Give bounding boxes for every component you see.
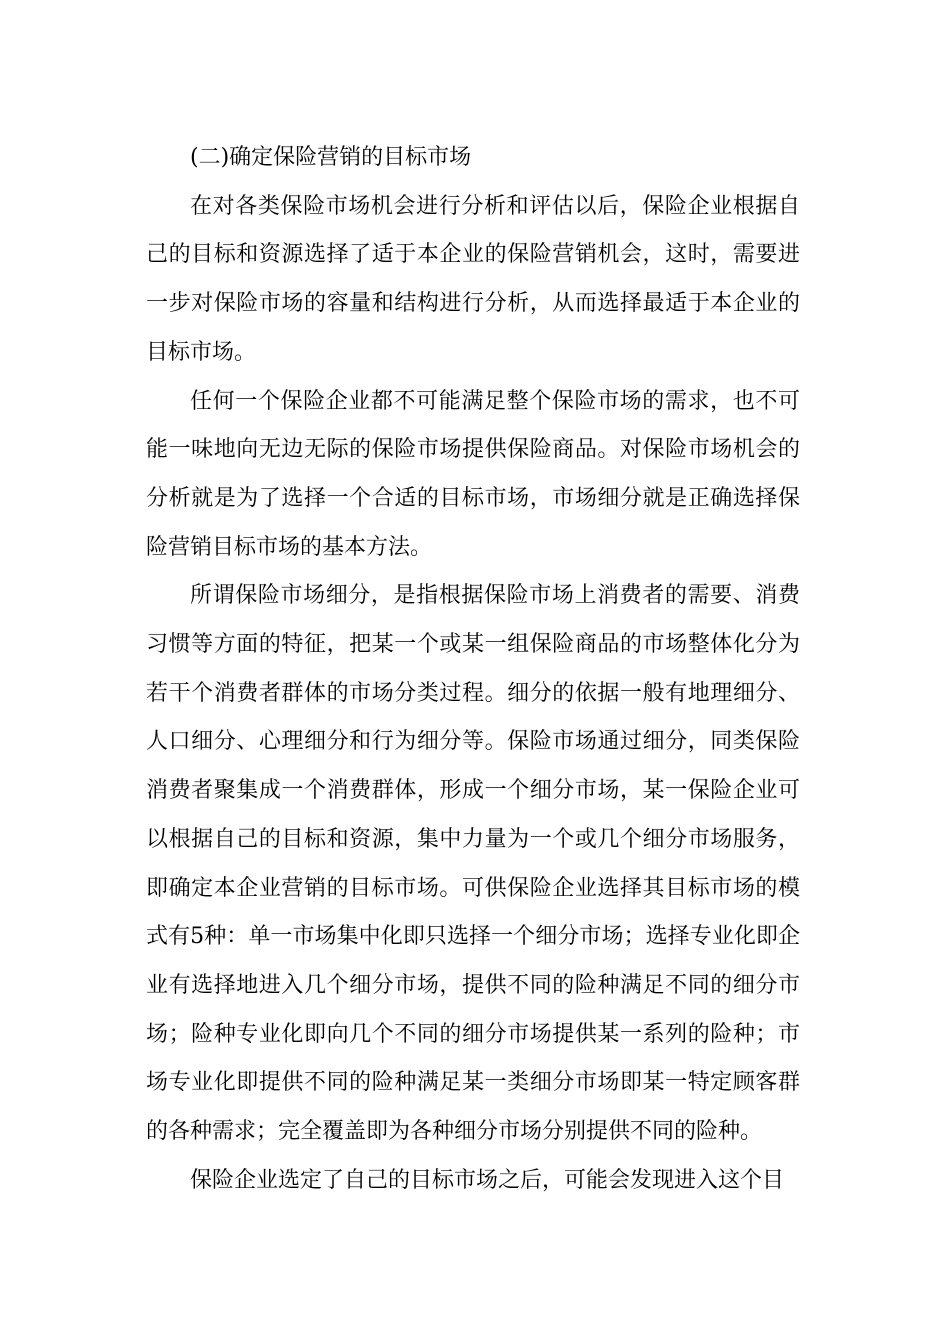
paragraph-2: 任何一个保险企业都不可能满足整个保险市场的需求，也不可能一味地向无边无际的保险市场提供保险商品。对保险市场机会的分析就是为了选择一个合适的目标市场，市场细分就是正确选择保险营销目标市场的基本方法。 (146, 388, 800, 560)
paragraph-1: 在对各类保险市场机会进行分析和评估以后，保险企业根据自己的目标和资源选择了适于本企业的保险营销机会，这时，需要进一步对保险市场的容量和结构进行分析，从而选择最适于本企业的目标市场。 (146, 193, 800, 365)
section-heading: (二)确定保险营销的目标市场 (190, 145, 472, 170)
paragraph-4: 保险企业选定了自己的目标市场之后，可能会发现进入这个目 (190, 1167, 785, 1193)
paragraph-3: 所谓保险市场细分，是指根据保险市场上消费者的需要、消费习惯等方面的特征，把某一个或某一组保险商品的市场整体化分为若干个消费者群体的市场分类过程。细分的依据一般有地理细分、人口细分、心理细分和行为细分等。保险市场通过细分，同类保险消费者聚集成一个消费群体，形成一个细分市场，某一保险企业可以根据自己的目标和资源，集中力量为一个或几个细分市场服务，即确定本企业营销的目标市场。可供保险企业选择其目标市场的模式有5种：单一市场集中化即只选择一个细分市场；选择专业化即企业有选择地进入几个细分市场，提供不同的险种满足不同的细分市场；险种专业化即向几个不同的细分市场提供某一系列的险种；市场专业化即提供不同的险种满足某一类细分市场即某一特定顾客群的各种需求；完全覆盖即为各种细分市场分别提供不同的险种。 (146, 583, 800, 1145)
